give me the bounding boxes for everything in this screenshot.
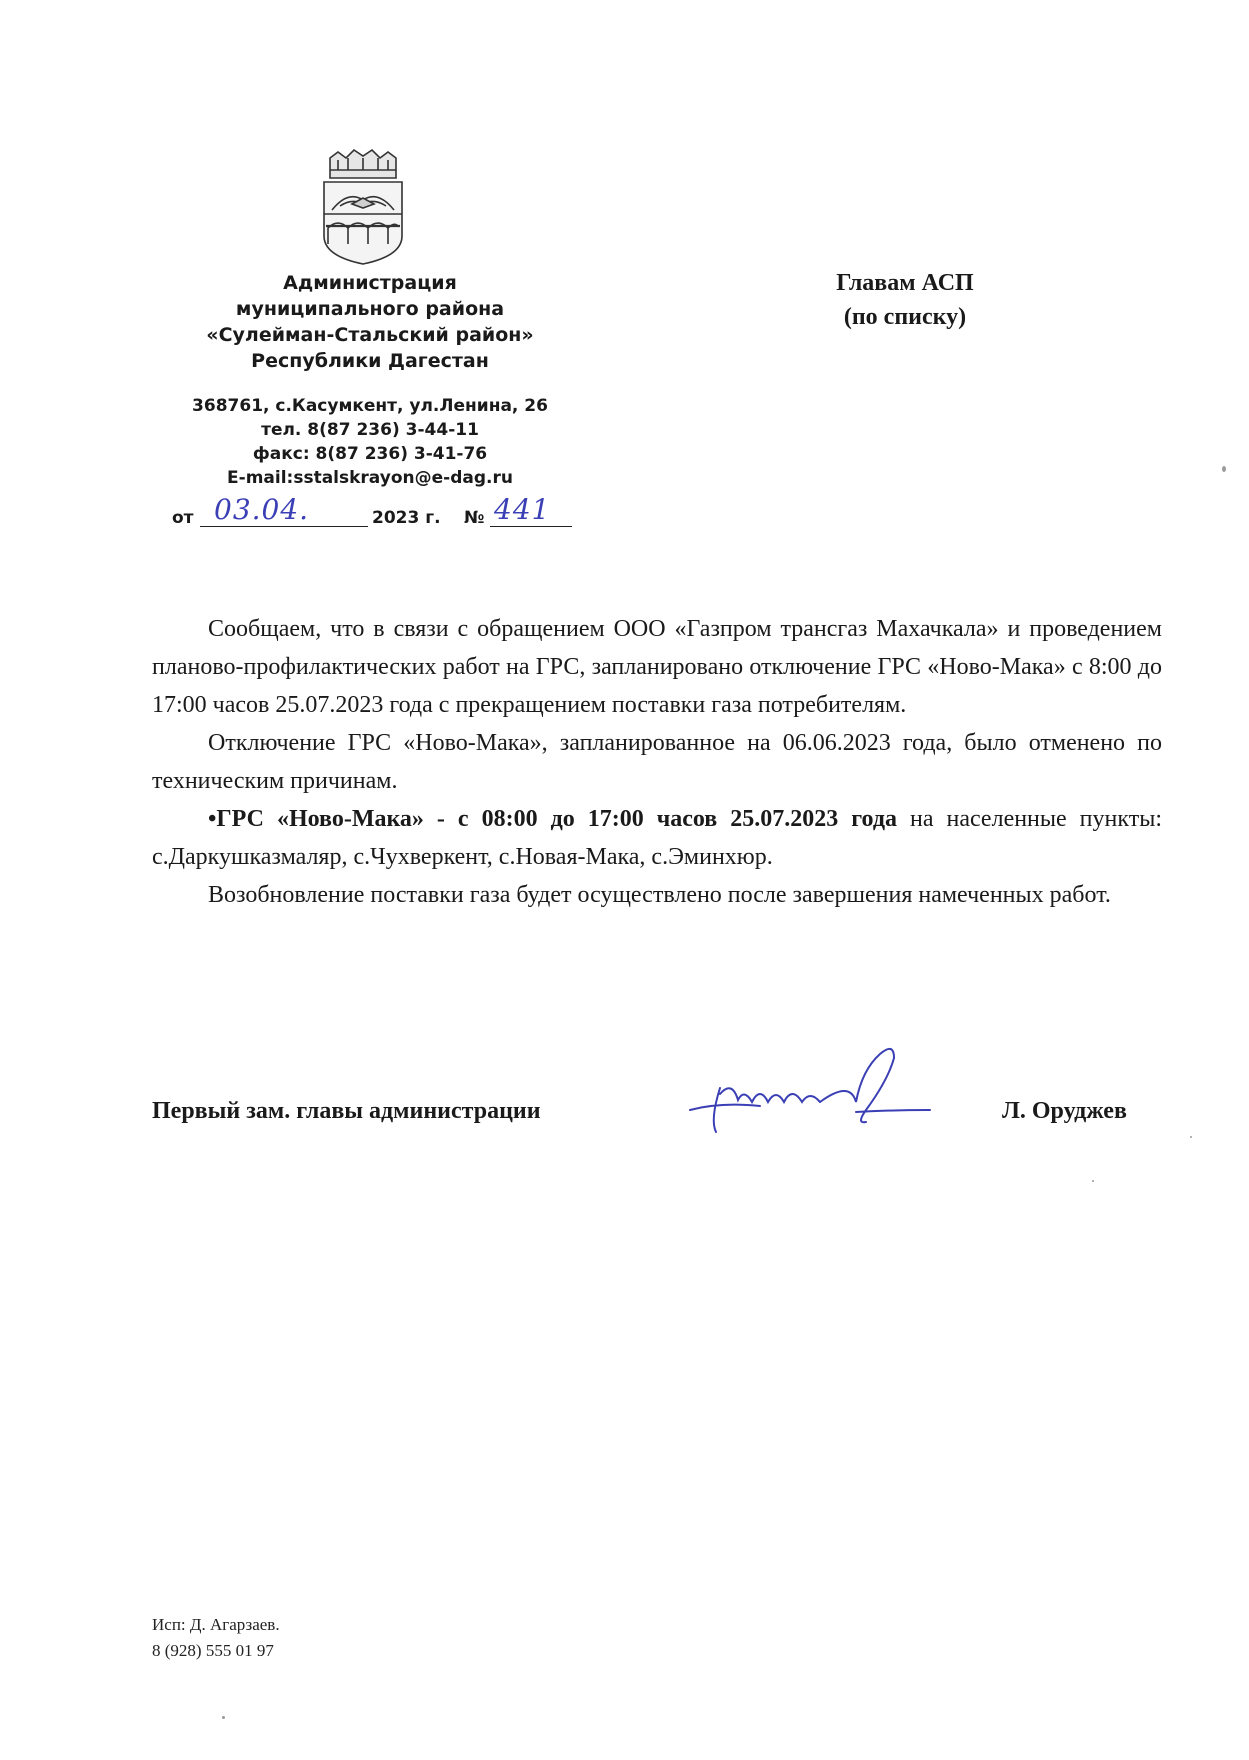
body-paragraph bbox=[152, 800, 1162, 876]
scan-speck bbox=[222, 1716, 225, 1719]
highlight-text: •ГРС «Ново-Мака» - с 08:00 до 17:00 часов 25.07.2023 года bbox=[208, 806, 897, 832]
reg-year-label: 2023 г. bbox=[372, 508, 441, 528]
scan-speck bbox=[1222, 466, 1226, 472]
addressee-line: (по списку) bbox=[843, 304, 967, 330]
signatory-title: Первый зам. главы администрации bbox=[152, 1098, 541, 1124]
executor-phone: 8 (928) 555 01 97 bbox=[152, 1641, 274, 1660]
email-line: E-mail:sstalskrayon@e-dag.ru bbox=[227, 468, 513, 488]
org-line: Республики Дагестан bbox=[251, 350, 489, 372]
org-line: муниципального района bbox=[235, 298, 505, 320]
reg-from-label: от bbox=[172, 508, 194, 528]
phone-line: тел. 8(87 236) 3-44-11 bbox=[261, 420, 479, 440]
organization-name bbox=[160, 270, 580, 374]
fax-line: факс: 8(87 236) 3-41-76 bbox=[252, 444, 488, 464]
reg-number-handwritten: 441 bbox=[494, 493, 551, 526]
body-paragraph: Возобновление поставки газа будет осуществлено после завершения намеченных работ. bbox=[208, 882, 1111, 908]
executor-info bbox=[152, 1612, 280, 1664]
addressee bbox=[790, 266, 1020, 334]
body-paragraph: Отключение ГРС «Ново-Мака», запланированное на 06.06.2023 года, было отменено по техническим причинам. bbox=[152, 730, 1162, 794]
signatory-name: Л. Оруджев bbox=[1002, 1098, 1127, 1124]
executor-name: Исп: Д. Агарзаев. bbox=[152, 1615, 280, 1634]
reg-number-label: № bbox=[464, 508, 485, 528]
addressee-line: Главам АСП bbox=[836, 270, 974, 296]
body-text-span: на населенные пункты: с.Даркушказмаляр, с.Чухверкент, с.Новая-Мака, с.Эминхюр. bbox=[152, 806, 1162, 870]
contact-info bbox=[160, 394, 580, 490]
address-line: 368761, с.Касумкент, ул.Ленина, 26 bbox=[192, 396, 548, 416]
scan-speck bbox=[1092, 1180, 1094, 1182]
scan-speck bbox=[1190, 1136, 1192, 1138]
letter-body bbox=[152, 610, 1162, 914]
registration-line bbox=[172, 493, 572, 530]
handwritten-signature bbox=[680, 1040, 950, 1140]
reg-date-handwritten: 03.04. bbox=[214, 493, 310, 526]
org-line: Администрация bbox=[283, 272, 457, 294]
body-paragraph: Сообщаем, что в связи с обращением ООО «Газпром трансгаз Махачкала» и проведением планово-профилактических работ на ГРС, запланировано отключение ГРС «Ново-Мака» с 8:00 до 17:00 часов 25.07.2023 года с прекращением поставки газа потребителям. bbox=[152, 616, 1162, 718]
org-line: «Сулейман-Стальский район» bbox=[206, 324, 534, 346]
coat-of-arms-emblem bbox=[318, 148, 408, 266]
